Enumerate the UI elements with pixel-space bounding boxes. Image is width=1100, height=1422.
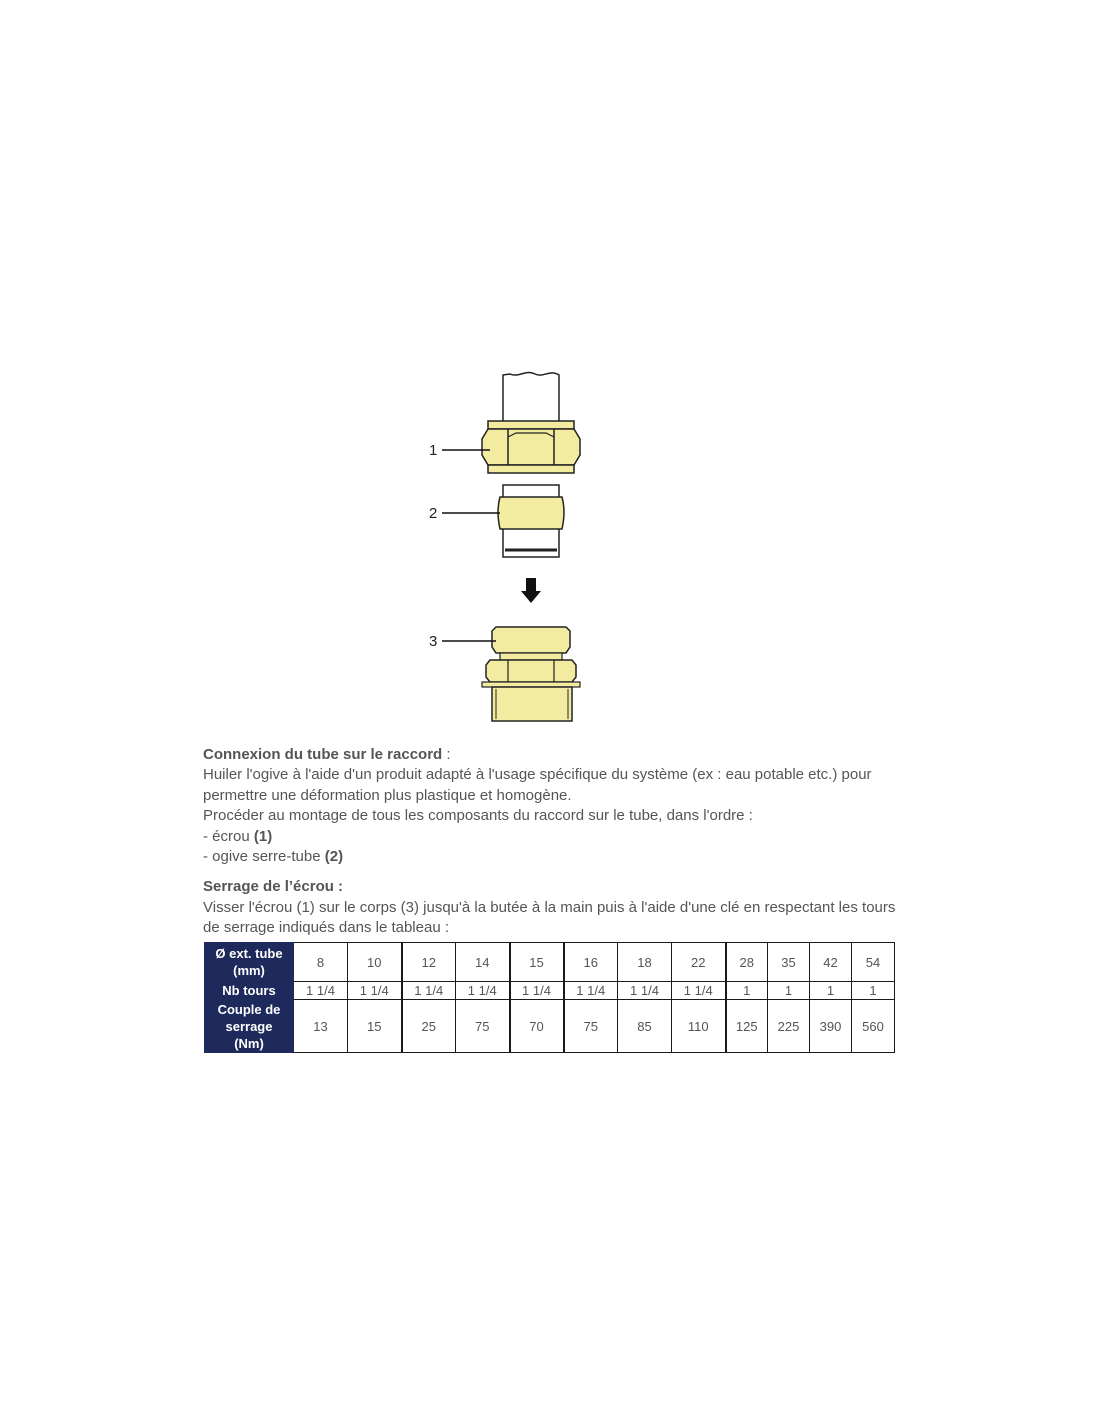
row-header-diameter: Ø ext. tube (mm) xyxy=(205,943,294,982)
table-cell: 225 xyxy=(768,1000,810,1053)
table-cell: 1 xyxy=(726,982,768,1000)
table-cell: 15 xyxy=(510,943,564,982)
table-cell: 1 1/4 xyxy=(294,982,348,1000)
instructions xyxy=(203,745,903,939)
callout-1 xyxy=(429,442,490,459)
table-cell: 1 xyxy=(852,982,895,1000)
table-cell: 1 xyxy=(768,982,810,1000)
connexion-paragraph-1: Huiler l'ogive à l'aide d'un produit adapté à l'usage spécifique du système (ex : eau potable etc.) pour permettre une déformation plus plastique et homogène. xyxy=(203,766,872,804)
table-cell: 8 xyxy=(294,943,348,982)
down-arrow-icon xyxy=(521,578,541,603)
table-cell: 125 xyxy=(726,1000,768,1053)
table-cell: 390 xyxy=(810,1000,852,1053)
serrage-heading: Serrage de l’écrou : xyxy=(203,878,344,896)
table-cell: 85 xyxy=(618,1000,672,1053)
svg-text:2: 2 xyxy=(429,505,438,522)
table-cell: 1 1/4 xyxy=(618,982,672,1000)
table-cell: 560 xyxy=(852,1000,895,1053)
tightening-table xyxy=(204,942,895,1053)
row-header-turns: Nb tours xyxy=(205,982,294,1000)
table-cell: 1 1/4 xyxy=(456,982,510,1000)
table-cell: 54 xyxy=(852,943,895,982)
table-cell: 1 1/4 xyxy=(564,982,618,1000)
table-cell: 1 1/4 xyxy=(510,982,564,1000)
row-header-torque: Couple de serrage (Nm) xyxy=(205,1000,294,1053)
fitting-assembly-diagram xyxy=(420,365,590,730)
table-cell: 75 xyxy=(564,1000,618,1053)
table-cell: 35 xyxy=(768,943,810,982)
table-cell: 110 xyxy=(672,1000,726,1053)
table-cell: 13 xyxy=(294,1000,348,1053)
table-cell: 15 xyxy=(348,1000,402,1053)
list-item-ecrou: - écrou (1) xyxy=(203,827,273,845)
connexion-heading: Connexion du tube sur le raccord : xyxy=(203,746,451,763)
table-row-turns xyxy=(205,982,895,1000)
table-row-diameter xyxy=(205,943,895,982)
connexion-paragraph-2: Procéder au montage de tous les composants du raccord sur le tube, dans l'ordre : xyxy=(203,807,753,825)
table-cell: 25 xyxy=(402,1000,456,1053)
nut-1 xyxy=(482,421,580,473)
table-cell: 1 xyxy=(810,982,852,1000)
body-3 xyxy=(482,627,580,721)
table-cell: 22 xyxy=(672,943,726,982)
svg-text:3: 3 xyxy=(429,633,438,650)
serrage-paragraph: Visser l'écrou (1) sur le corps (3) jusqu'à la butée à la main puis à l'aide d'une clé en respectant les tours de serrage indiqués dans le tableau : xyxy=(203,898,896,937)
table-cell: 14 xyxy=(456,943,510,982)
ogive-2 xyxy=(498,497,564,529)
table-cell: 12 xyxy=(402,943,456,982)
table-cell: 1 1/4 xyxy=(348,982,402,1000)
callout-3 xyxy=(429,633,496,650)
table-cell: 28 xyxy=(726,943,768,982)
table-cell: 1 1/4 xyxy=(672,982,726,1000)
table-cell: 42 xyxy=(810,943,852,982)
list-item-ogive: - ogive serre-tube (2) xyxy=(203,848,344,866)
table-cell: 1 1/4 xyxy=(402,982,456,1000)
table-cell: 70 xyxy=(510,1000,564,1053)
table-cell: 10 xyxy=(348,943,402,982)
callout-2 xyxy=(429,505,500,522)
table-cell: 16 xyxy=(564,943,618,982)
table-cell: 75 xyxy=(456,1000,510,1053)
table-cell: 18 xyxy=(618,943,672,982)
table-row-torque xyxy=(205,1000,895,1053)
svg-text:1: 1 xyxy=(429,442,438,459)
